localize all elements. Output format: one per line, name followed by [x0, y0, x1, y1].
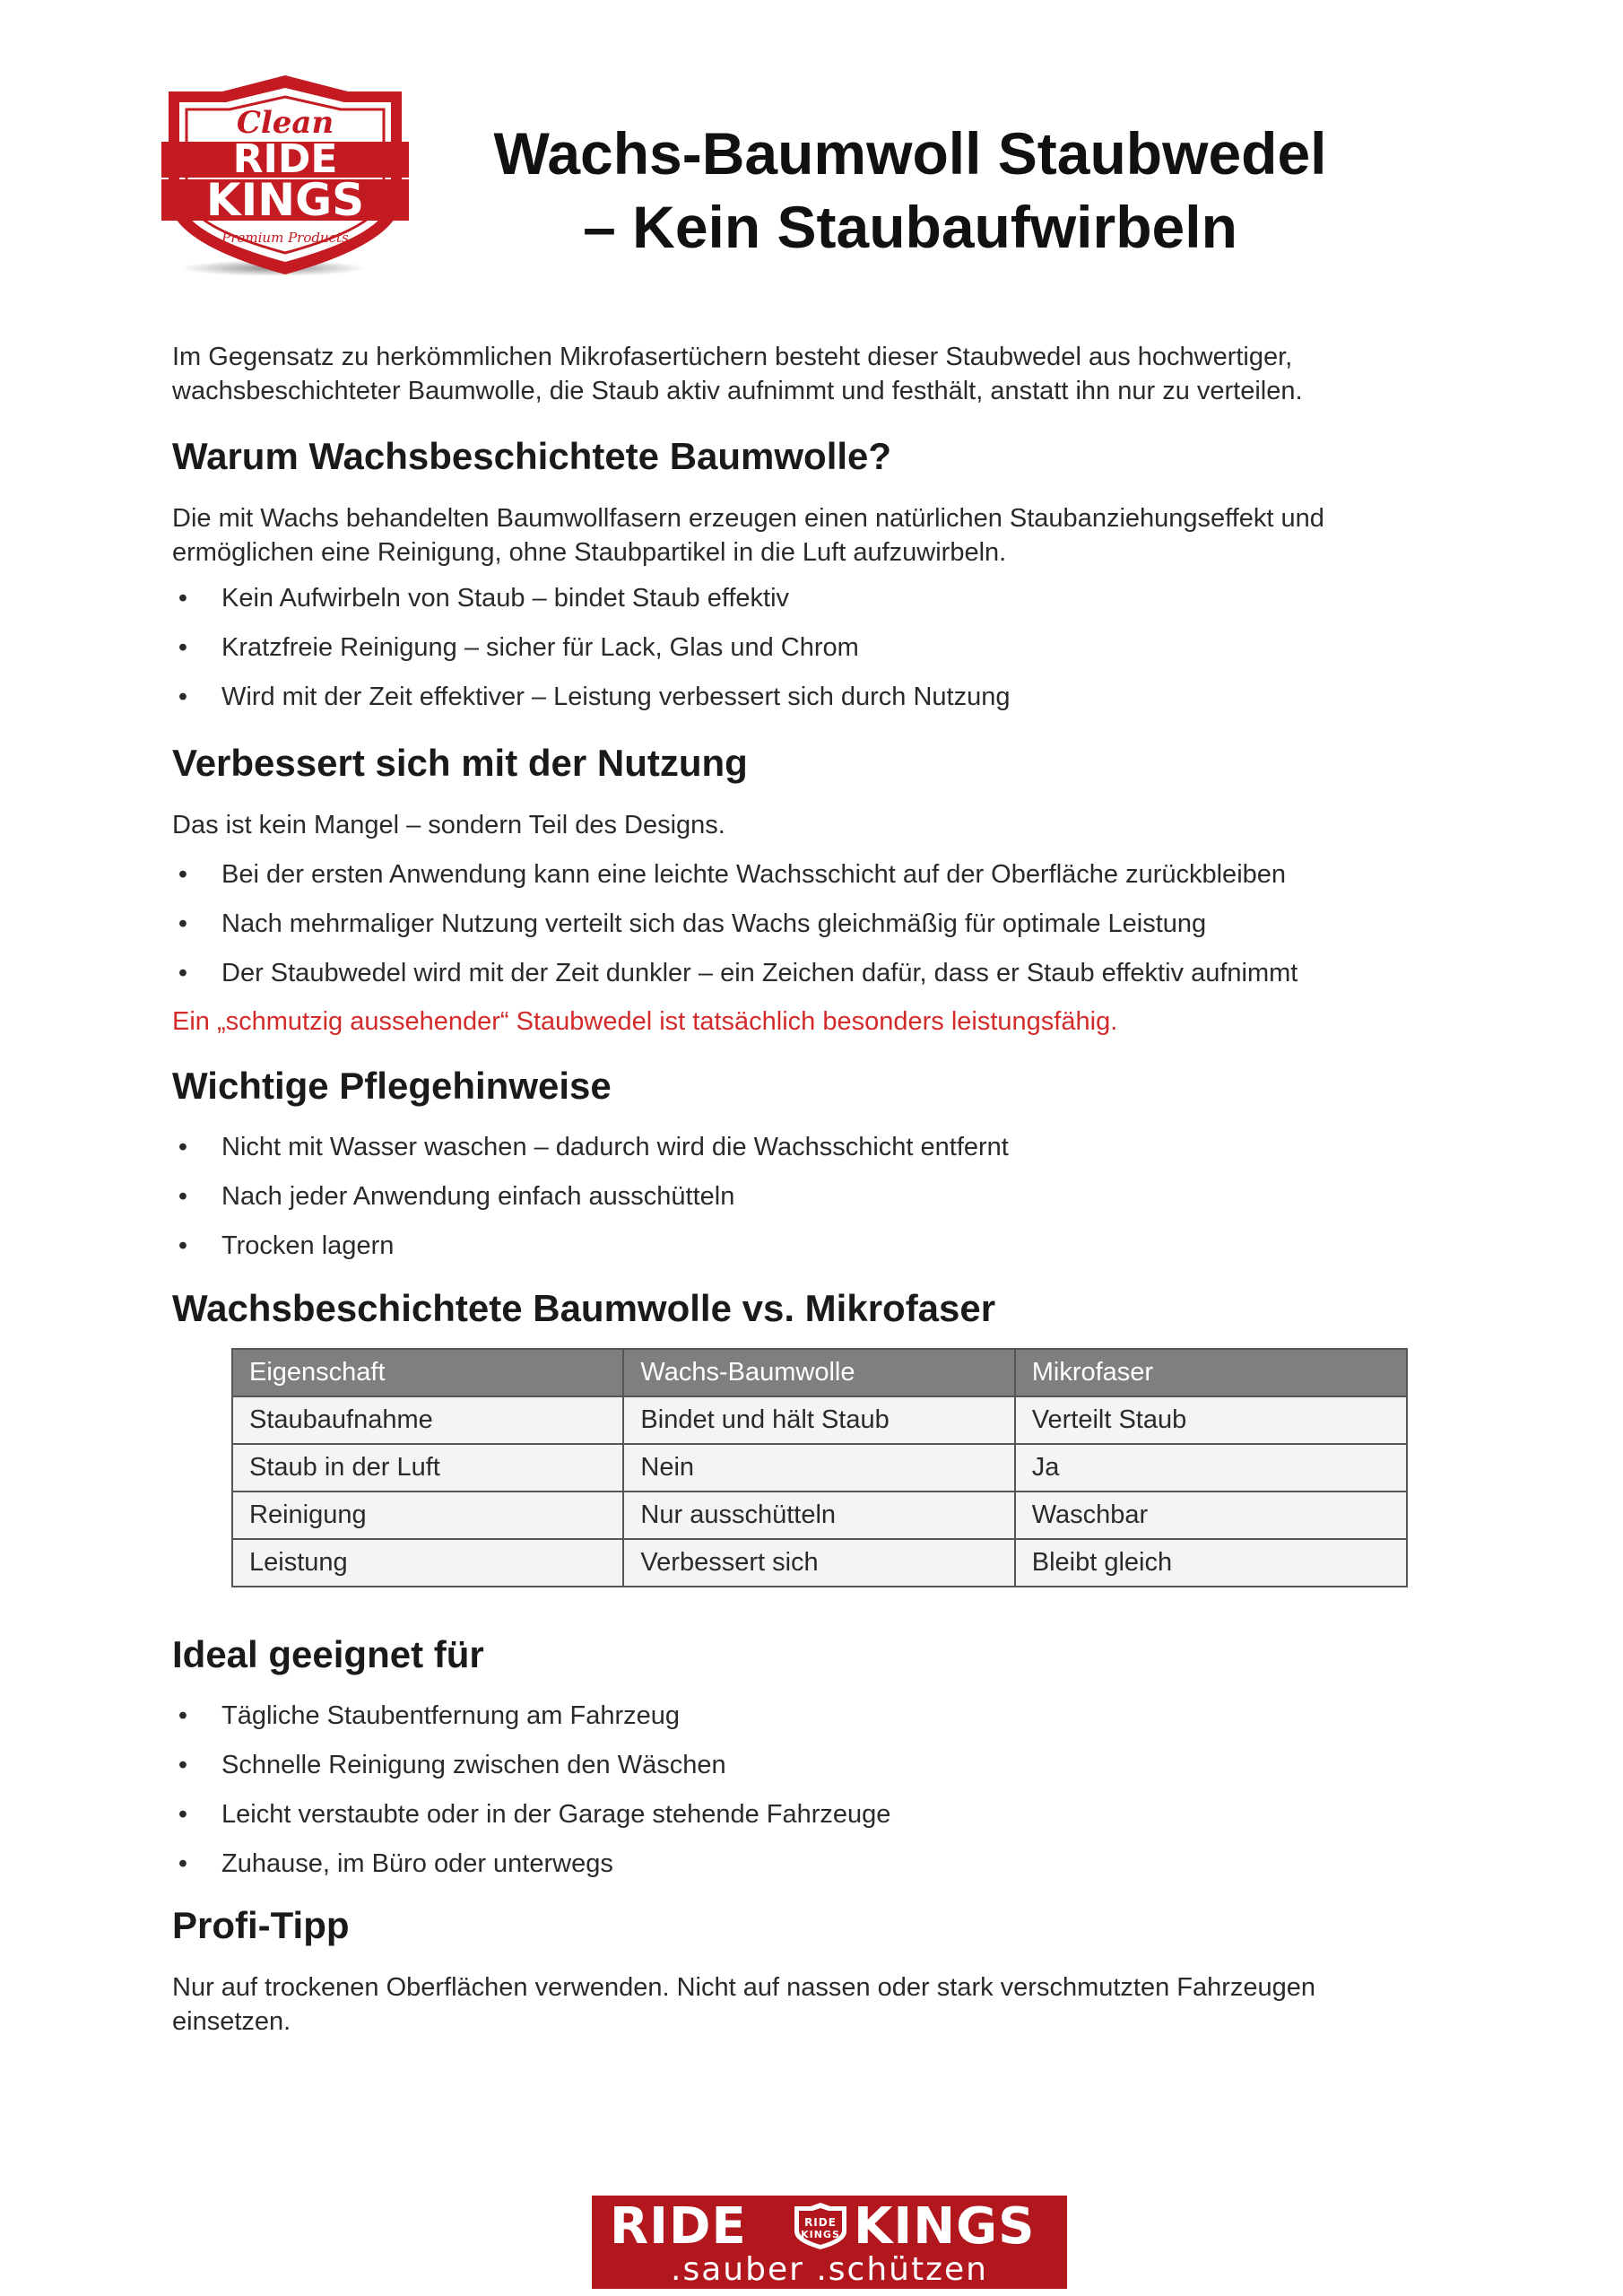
bullet-icon: • [178, 1182, 188, 1211]
logo-tagline: Premium Products [221, 230, 349, 246]
section1-paragraph [172, 501, 1454, 570]
table-row [232, 1444, 1407, 1492]
section-heading-verbessert: Verbessert sich mit der Nutzung [172, 742, 748, 784]
bullet-icon: • [178, 1133, 188, 1161]
profi-tipp-line: einsetzen. [172, 2007, 291, 2036]
section-heading-profi-tipp: Profi-Tipp [172, 1904, 350, 1946]
intro-line: Im Gegensatz zu herkömmlichen Mikrofasertüchern besteht dieser Staubwedel aus hochwertiger, [172, 343, 1293, 371]
table-header: Eigenschaft [232, 1349, 623, 1396]
table-row [232, 1396, 1407, 1444]
bullet-icon: • [178, 1800, 188, 1829]
bullet-icon: • [178, 1849, 188, 1878]
title-line-2: – Kein Staubaufwirbeln [583, 194, 1237, 260]
bullet-icon: • [178, 1751, 188, 1779]
footer-banner [592, 2196, 1067, 2289]
table-header: Wachs-Baumwolle [623, 1349, 1014, 1396]
highlight-note: Ein „schmutzig aussehender“ Staubwedel ist tatsächlich besonders leistungsfähig. [172, 1007, 1118, 1036]
comparison-table [231, 1348, 1408, 1587]
section-heading-pflege: Wichtige Pflegehinweise [172, 1065, 612, 1107]
section-heading-vergleich: Wachsbeschichtete Baumwolle vs. Mikrofaser [172, 1287, 996, 1329]
bullet-icon: • [178, 584, 188, 613]
section1-line: Die mit Wachs behandelten Baumwollfasern erzeugen einen natürlichen Staubanziehungseffekt und [172, 504, 1324, 533]
logo-clean-text: Clean [236, 105, 334, 141]
table-cell: Verteilt Staub [1015, 1396, 1407, 1444]
table-row [232, 1539, 1407, 1587]
bullet-icon: • [178, 683, 188, 711]
badge-ride-text: RIDE [804, 2216, 837, 2229]
table-cell: Leistung [232, 1539, 623, 1587]
footer-kings-text: KINGS [854, 2197, 1036, 2256]
footer-tagline: .sauber .schützen [671, 2251, 988, 2288]
table-cell: Verbessert sich [623, 1539, 1014, 1587]
table-cell: Bleibt gleich [1015, 1539, 1407, 1587]
table-cell: Reinigung [232, 1492, 623, 1539]
table-cell: Bindet und hält Staub [623, 1396, 1014, 1444]
bullet-icon: • [178, 633, 188, 662]
logo-ride-text: RIDE [232, 136, 338, 182]
table-cell: Waschbar [1015, 1492, 1407, 1539]
logo-kings-text: KINGS [205, 174, 365, 226]
bullet-icon: • [178, 909, 188, 938]
section-heading-ideal: Ideal geeignet für [172, 1633, 484, 1675]
page-title [448, 117, 1372, 264]
intro-paragraph [172, 340, 1454, 408]
section2-paragraph: Das ist kein Mangel – sondern Teil des Designs. [172, 811, 725, 839]
profi-tipp-paragraph [172, 1970, 1454, 2039]
ride-kings-logo [160, 72, 411, 278]
table-header-row [232, 1349, 1407, 1396]
bullet-icon: • [178, 959, 188, 987]
table-row [232, 1492, 1407, 1539]
bullet-icon: • [178, 860, 188, 889]
bullet-icon: • [178, 1701, 188, 1730]
badge-kings-text: KINGS [801, 2229, 840, 2240]
section-heading-warum: Warum Wachsbeschichtete Baumwolle? [172, 435, 892, 477]
table-cell: Ja [1015, 1444, 1407, 1492]
bullet-icon: • [178, 1231, 188, 1260]
intro-line: wachsbeschichteter Baumwolle, die Staub aktiv aufnimmt und festhält, anstatt ihn nur zu verteilen. [172, 377, 1303, 405]
table-cell: Staub in der Luft [232, 1444, 623, 1492]
table-header: Mikrofaser [1015, 1349, 1407, 1396]
section1-line: ermöglichen eine Reinigung, ohne Staubpartikel in die Luft aufzuwirbeln. [172, 538, 1007, 567]
title-line-1: Wachs-Baumwoll Staubwedel [493, 120, 1327, 187]
table-cell: Nein [623, 1444, 1014, 1492]
table-cell: Staubaufnahme [232, 1396, 623, 1444]
footer-ride-text: RIDE [610, 2197, 747, 2256]
profi-tipp-line: Nur auf trockenen Oberflächen verwenden. Nicht auf nassen oder stark verschmutzten Fahrzeugen [172, 1973, 1316, 2002]
table-cell: Nur ausschütteln [623, 1492, 1014, 1539]
footer-badge-icon [791, 2203, 850, 2249]
